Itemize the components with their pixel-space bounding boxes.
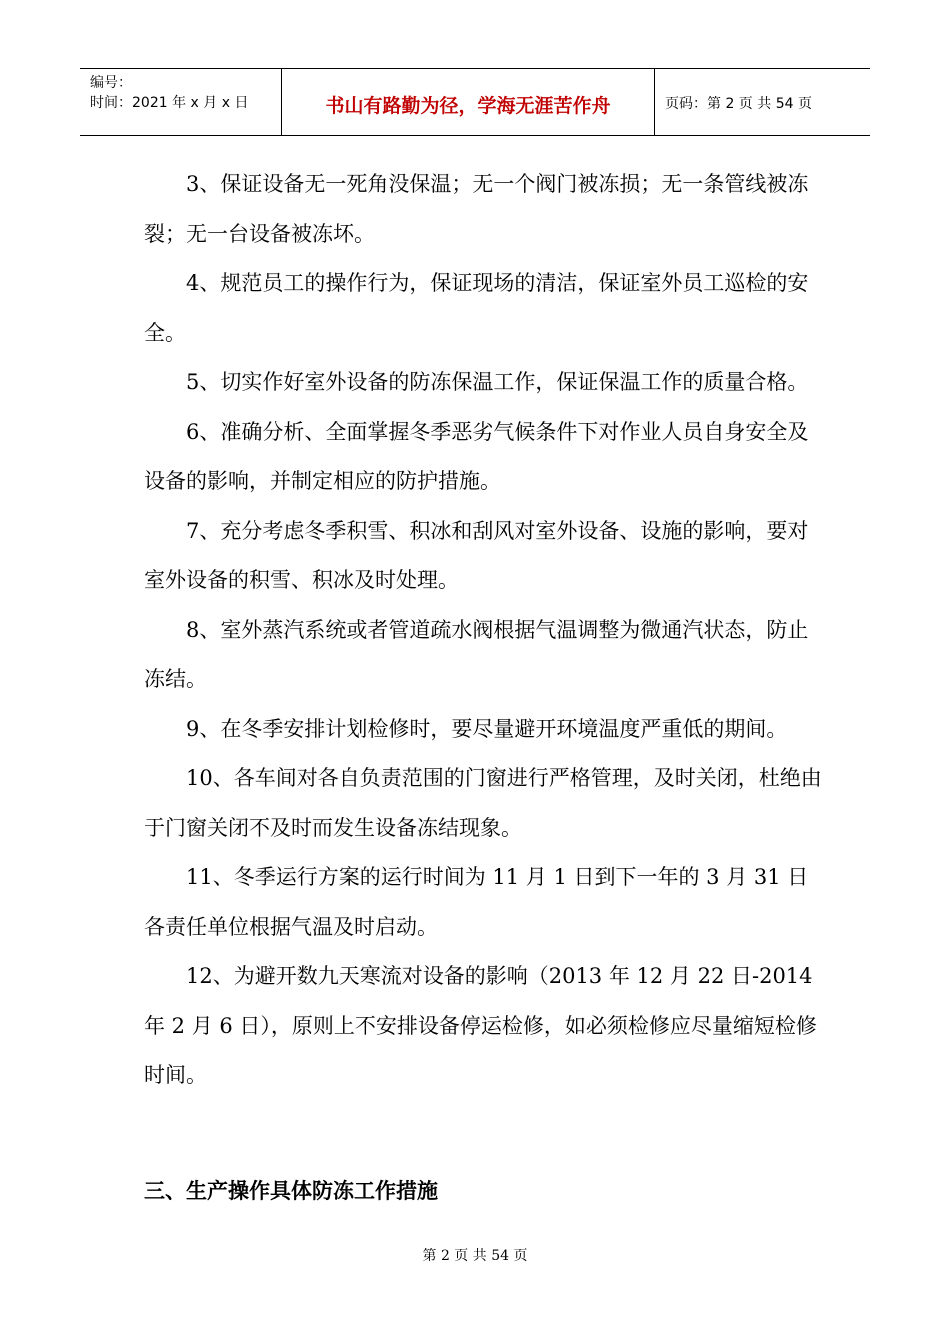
body-text: [144, 160, 824, 1101]
paragraph: 3、保证设备无一死角没保温；无一个阀门被冻损；无一条管线被冻裂；无一台设备被冻坏。: [144, 172, 809, 246]
paragraph: 5、切实作好室外设备的防冻保温工作，保证保温工作的质量合格。: [186, 370, 809, 394]
paragraph: 4、规范员工的操作行为，保证现场的清洁，保证室外员工巡检的安全。: [144, 271, 809, 345]
header-meta: [80, 69, 282, 135]
page-header: [80, 68, 870, 136]
paragraph: 10、各车间对各自负责范围的门窗进行严格管理，及时关闭，杜绝由于门窗关闭不及时而发生设备冻结现象。: [144, 766, 822, 840]
paragraph: 6、准确分析、全面掌握冬季恶劣气候条件下对作业人员自身安全及设备的影响，并制定相应的防护措施。: [144, 419, 809, 493]
paragraph: 12、为避开数九天寒流对设备的影响（2013 年 12 月 22 日-2014 年 2 月 6 日），原则上不安排设备停运检修，如必须检修应尽量缩短检修时间。: [144, 964, 817, 1087]
paragraph: 7、充分考虑冬季积雪、积冰和刮风对室外设备、设施的影响，要对室外设备的积雪、积冰及时处理。: [144, 518, 809, 592]
time-label: 时间：2021 年 x 月 x 日: [90, 95, 249, 111]
page-footer: 第 2 页 共 54 页: [422, 1248, 528, 1264]
paragraph: 11、冬季运行方案的运行时间为 11 月 1 日到下一年的 3 月 31 日各责任单位根据气温及时启动。: [144, 865, 809, 939]
header-motto: 书山有路勤为径，学海无涯苦作舟: [282, 69, 655, 135]
section-title: 三、生产操作具体防冻工作措施: [144, 1179, 438, 1203]
paragraph: 8、室外蒸汽系统或者管道疏水阀根据气温调整为微通汽状态，防止冻结。: [144, 617, 809, 691]
number-label: 编号：: [90, 75, 132, 91]
paragraph: 9、在冬季安排计划检修时，要尽量避开环境温度严重低的期间。: [186, 716, 788, 741]
header-page-info: 页码：第 2 页 共 54 页: [665, 96, 812, 112]
